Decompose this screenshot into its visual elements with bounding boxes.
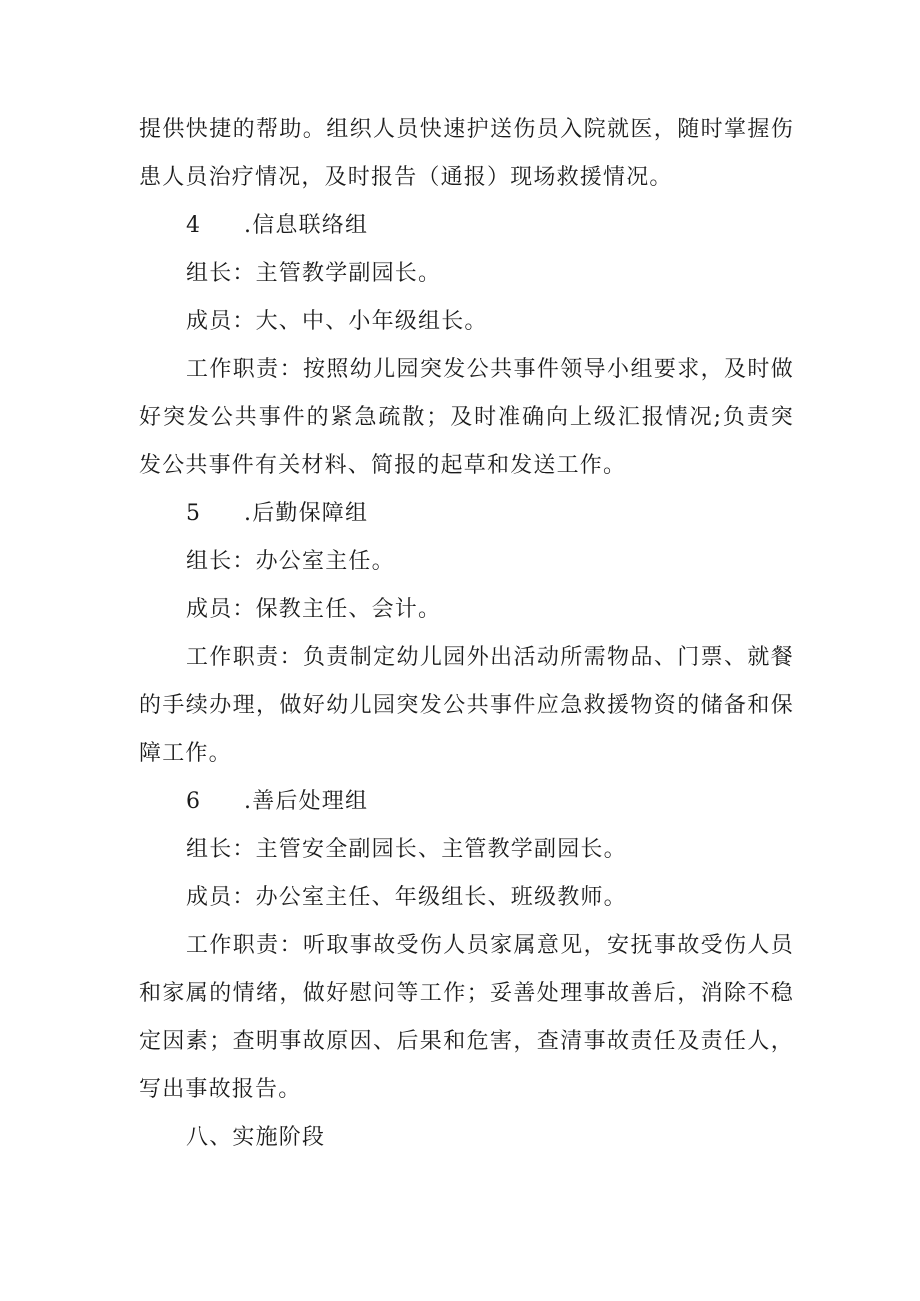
section-title-implementation: 八、实施阶段 <box>186 1125 326 1150</box>
heading-title: .后勤保障组 <box>244 501 369 526</box>
logistics-members: 成员：保教主任、会计。 <box>186 597 442 622</box>
aftermath-duty: 工作职责：听取事故受伤人员家属意见，安抚事故受伤人员和家属的情绪，做好慰问等工作；妥善处理事故善后，消除不稳定因素；查明事故原因、后果和危害，查清事故责任及责任人，写出事故报告。 <box>139 933 794 1102</box>
heading-aftermath-group <box>139 778 794 826</box>
logistics-duty: 工作职责：负责制定幼儿园外出活动所需物品、门票、就餐的手续办理，做好幼儿园突发公共事件应急救援物资的储备和保障工作。 <box>139 645 794 766</box>
heading-info-liaison-group <box>139 202 794 250</box>
heading-title: .信息联络组 <box>244 213 369 238</box>
info-liaison-members: 成员：大、中、小年级组长。 <box>186 309 488 334</box>
paragraph-medical-rescue-continued: 提供快捷的帮助。组织人员快速护送伤员入院就医，随时掌握伤患人员治疗情况，及时报告（通报）现场救援情况。 <box>139 117 794 190</box>
heading-title: .善后处理组 <box>244 789 369 814</box>
heading-number: 6 <box>186 789 202 814</box>
heading-logistics-group <box>139 490 794 538</box>
heading-number: 5 <box>186 501 202 526</box>
info-liaison-leader: 组长：主管教学副园长。 <box>186 261 442 286</box>
heading-number: 4 <box>186 213 202 238</box>
info-liaison-duty: 工作职责：按照幼儿园突发公共事件领导小组要求，及时做好突发公共事件的紧急疏散；及时准确向上级汇报情况;负责突发公共事件有关材料、简报的起草和发送工作。 <box>139 357 794 478</box>
logistics-leader: 组长：办公室主任。 <box>186 549 395 574</box>
aftermath-members: 成员：办公室主任、年级组长、班级教师。 <box>186 885 627 910</box>
aftermath-leader: 组长：主管安全副园长、主管教学副园长。 <box>186 837 627 862</box>
document-body <box>139 106 794 1162</box>
